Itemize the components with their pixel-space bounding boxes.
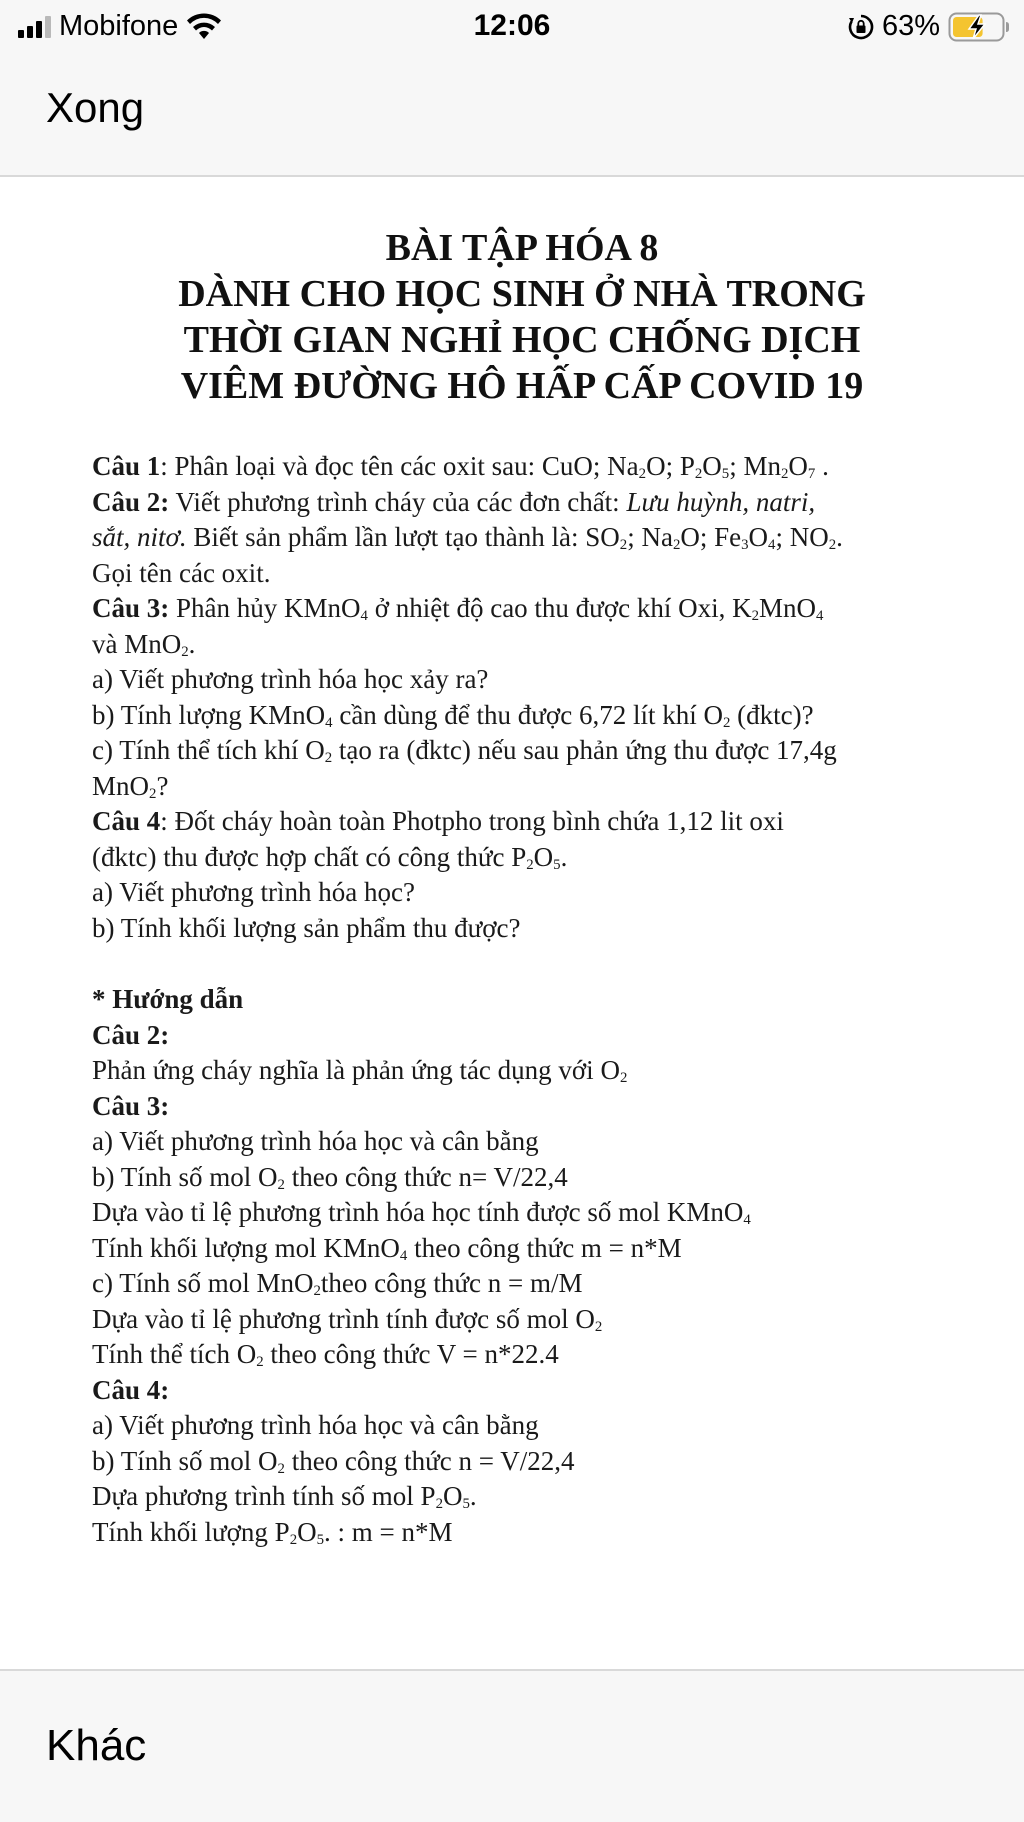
guide-q4-a: a) Viết phương trình hóa học và cân bằng — [92, 1410, 539, 1440]
document-page — [92, 225, 952, 1550]
guide-q3-line: Dựa vào tỉ lệ phương trình hóa học tính được số mol KMnO$_4$ — [92, 1197, 751, 1228]
guide-heading: * Hướng dẫn — [92, 984, 244, 1014]
guide-q3-label: Câu 3: — [92, 1090, 170, 1121]
status-right — [848, 10, 1010, 43]
title-line: BÀI TẬP HÓA 8 — [385, 227, 659, 269]
question-1: Câu 1: Phân loại và đọc tên các oxit sau: CuO; $Na_2O$; $P_2O_5$; $Mn_2O_7$ . — [92, 451, 829, 482]
guide-q2-label: Câu 2: — [92, 1019, 170, 1050]
title-line: VIÊM ĐƯỜNG HÔ HẤP CẤP COVID 19 — [180, 365, 864, 407]
battery-charging-icon — [948, 12, 1010, 42]
guide-q3-c: c) Tính số mol MnO$_2$theo công thức n = m/M — [92, 1268, 583, 1299]
navigation-bar — [0, 56, 1024, 177]
guide-q3-line: Dựa vào tỉ lệ phương trình tính được số mol $O_2$ — [92, 1303, 603, 1335]
question-3: Câu 3: Phân hủy KMnO$_4$ ở nhiệt độ cao thu được khí Oxi, $K_2MnO_4$ — [92, 593, 824, 624]
title-line: THỜI GIAN NGHỈ HỌC CHỐNG DỊCH — [183, 319, 861, 361]
done-button[interactable]: Xong — [46, 84, 145, 131]
question-4-b: b) Tính khối lượng sản phẩm thu được? — [92, 912, 521, 943]
question-3-a: a) Viết phương trình hóa học xảy ra? — [92, 664, 489, 694]
guide-q3-line: Tính thể tích $O_2$ theo công thức V = n*22.4 — [92, 1339, 559, 1370]
guide-q3-b: b) Tính số mol $O_2$ theo công thức n= V/22,4 — [92, 1161, 568, 1193]
status-bar — [0, 0, 1024, 56]
bottom-bar — [0, 1669, 1024, 1822]
battery-percent: 63% — [881, 10, 940, 42]
question-3-c: c) Tính thể tích khí $O_2$ tạo ra (đktc) nếu sau phản ứng thu được 17,4g — [92, 735, 837, 766]
question-2-line: Gọi tên các oxit. — [92, 557, 271, 588]
guide-q3-line: Tính khối lượng mol KMnO$_4$ theo công thức m = n*M — [92, 1232, 682, 1264]
carrier-name: Mobifone — [59, 10, 179, 42]
guide-q4-b: b) Tính số mol $O_2$ theo công thức n = V/22,4 — [92, 1445, 575, 1477]
question-2: Câu 2: Viết phương trình cháy của các đơn chất: Lưu huỳnh, natri, — [92, 486, 816, 517]
guide-q4-line: Dựa phương trình tính số mol $P_2O_5$. — [92, 1481, 477, 1512]
title-line: DÀNH CHO HỌC SINH Ở NHÀ TRONG — [178, 273, 866, 315]
question-3-c-line: MnO$_2$? — [92, 770, 169, 802]
document-viewer[interactable] — [0, 177, 1024, 1669]
question-3-line: và MnO$_2$. — [92, 628, 196, 660]
guide-q2-text: Phản ứng cháy nghĩa là phản ứng tác dụng với $O_2$ — [92, 1055, 628, 1086]
question-4-a: a) Viết phương trình hóa học? — [92, 877, 415, 907]
clock: 12:06 — [473, 9, 551, 42]
question-3-b: b) Tính lượng KMnO$_4$ cần dùng để thu được 6,72 lít khí $O_2$ (đktc)? — [92, 699, 814, 731]
document-title — [92, 225, 952, 409]
question-4-line: (đktc) thu được hợp chất có công thức $P_2O_5$. — [92, 841, 568, 873]
guide-q4-label: Câu 4: — [92, 1374, 170, 1405]
question-4: Câu 4: Đốt cháy hoàn toàn Photpho trong bình chứa 1,12 lit oxi — [92, 806, 784, 836]
guide-q4-line: Tính khối lượng $P_2O_5$. : m = n*M — [92, 1516, 453, 1548]
guide-q3-a: a) Viết phương trình hóa học và cân bằng — [92, 1126, 539, 1156]
section-gap — [92, 946, 952, 982]
other-button[interactable]: Khác — [46, 1721, 147, 1770]
question-2-line: sắt, nitơ. Biết sản phẩm lần lượt tạo thành là: $SO_2$; $Na_2O$; $Fe_3O_4$; $NO_2$. — [92, 522, 843, 553]
rotation-lock-icon — [848, 14, 874, 40]
